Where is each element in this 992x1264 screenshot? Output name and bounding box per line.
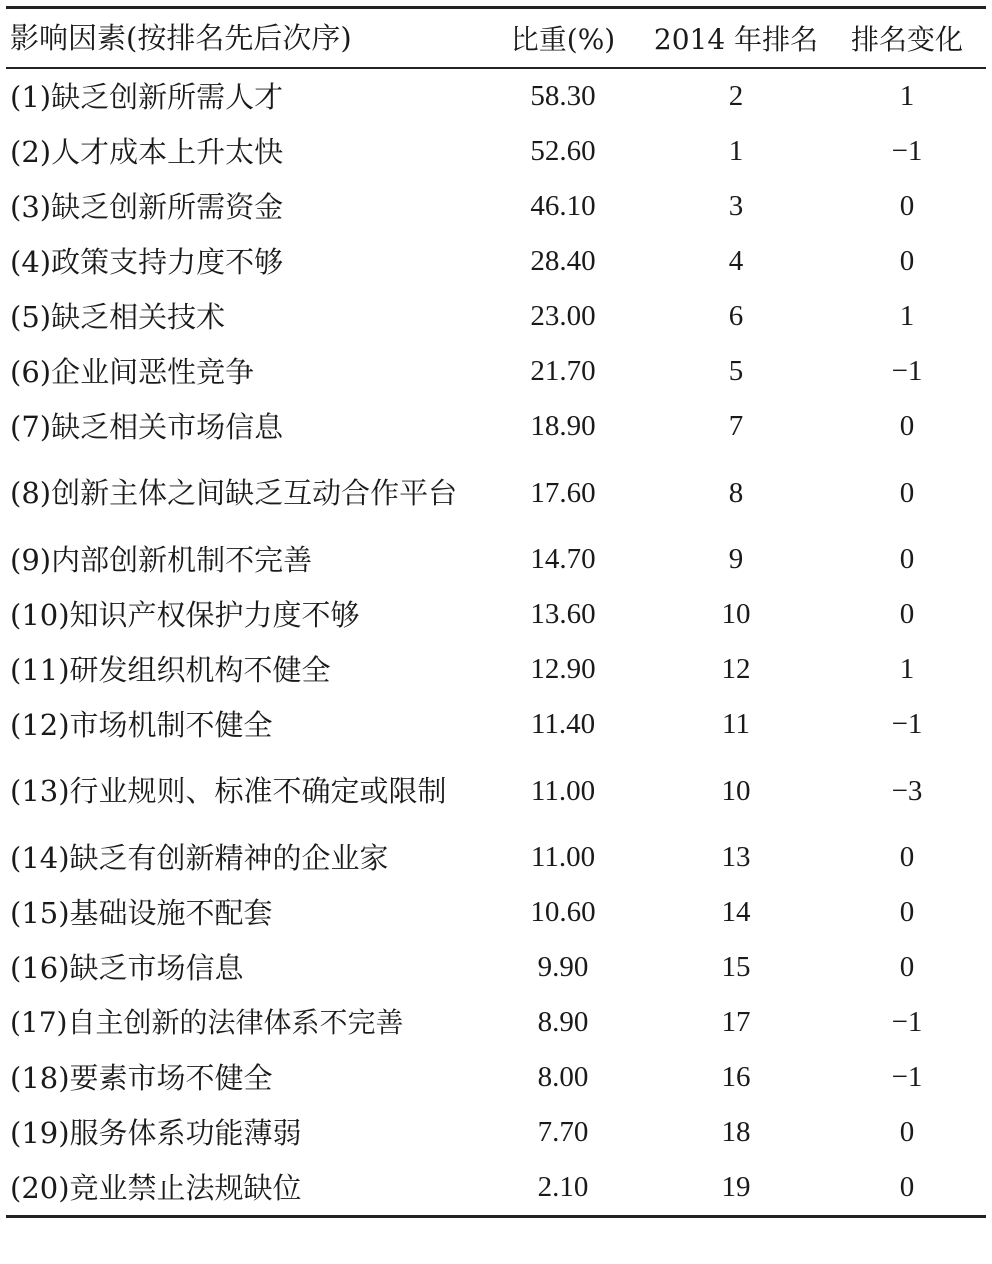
row-rank-2014: 14 xyxy=(721,896,751,928)
row-rank-2014: 5 xyxy=(728,355,744,387)
row-weight: 8.90 xyxy=(537,1006,589,1038)
row-rank-change: 0 xyxy=(899,598,915,630)
table-row xyxy=(6,234,986,289)
row-weight: 23.00 xyxy=(530,300,596,332)
row-factor: (7)缺乏相关市场信息 xyxy=(10,409,284,444)
bottom-rule xyxy=(6,1215,986,1218)
row-factor: (5)缺乏相关技术 xyxy=(10,299,226,334)
row-rank-change: 0 xyxy=(899,1171,915,1203)
row-factor: (4)政策支持力度不够 xyxy=(10,244,284,279)
table-row xyxy=(6,752,986,830)
row-rank-change: 0 xyxy=(899,245,915,277)
row-weight: 12.90 xyxy=(530,653,596,685)
row-rank-2014: 19 xyxy=(721,1171,751,1203)
row-factor: (8)创新主体之间缺乏互动合作平台 xyxy=(10,476,458,510)
row-rank-change: 0 xyxy=(899,190,915,222)
row-weight: 11.00 xyxy=(530,841,596,873)
header-weight: 比重(%) xyxy=(510,23,616,56)
row-rank-2014: 16 xyxy=(721,1061,751,1093)
row-weight: 18.90 xyxy=(530,410,596,442)
row-factor: (18)要素市场不健全 xyxy=(10,1060,273,1095)
row-weight: 28.40 xyxy=(530,245,596,277)
header-factor: 影响因素(按排名先后次序) xyxy=(10,21,352,55)
table-row xyxy=(6,940,986,995)
row-rank-change: 1 xyxy=(899,653,915,685)
row-rank-change: −1 xyxy=(891,1061,923,1093)
table-row xyxy=(6,454,986,532)
table-row xyxy=(6,1105,986,1160)
row-weight: 9.90 xyxy=(537,951,589,983)
row-rank-change: 1 xyxy=(899,80,915,112)
row-rank-change: 0 xyxy=(899,543,915,575)
row-weight: 52.60 xyxy=(530,135,596,167)
row-rank-change: 0 xyxy=(899,896,915,928)
row-rank-change: 0 xyxy=(899,841,915,873)
row-factor: (1)缺乏创新所需人才 xyxy=(10,79,284,114)
table-row xyxy=(6,995,986,1050)
table-row xyxy=(6,885,986,940)
row-rank-change: −1 xyxy=(891,1006,923,1038)
table-row xyxy=(6,69,986,124)
row-rank-2014: 18 xyxy=(721,1116,751,1148)
header-rank-change: 排名变化 xyxy=(850,23,963,56)
table-row xyxy=(6,830,986,885)
table-body xyxy=(6,69,986,1215)
row-rank-change: 0 xyxy=(899,951,915,983)
row-rank-2014: 2 xyxy=(728,80,744,112)
row-factor: (13)行业规则、标准不确定或限制 xyxy=(10,774,447,808)
row-factor: (17)自主创新的法律体系不完善 xyxy=(10,1006,404,1039)
row-factor: (6)企业间恶性竞争 xyxy=(10,354,255,389)
row-weight: 7.70 xyxy=(537,1116,589,1148)
table-row xyxy=(6,124,986,179)
table-row xyxy=(6,399,986,454)
row-factor: (9)内部创新机制不完善 xyxy=(10,542,313,577)
table-header-row xyxy=(6,9,986,67)
row-rank-change: −1 xyxy=(891,355,923,387)
row-rank-2014: 13 xyxy=(721,841,751,873)
row-factor: (10)知识产权保护力度不够 xyxy=(10,597,360,632)
row-rank-2014: 9 xyxy=(728,543,744,575)
table-row xyxy=(6,587,986,642)
table-row xyxy=(6,179,986,234)
table-row xyxy=(6,697,986,752)
header-rank-2014: 2014 年排名 xyxy=(653,23,819,56)
row-rank-2014: 11 xyxy=(722,708,750,740)
row-factor: (11)研发组织机构不健全 xyxy=(10,652,331,687)
table-row xyxy=(6,1050,986,1105)
row-rank-change: 0 xyxy=(899,410,915,442)
row-weight: 8.00 xyxy=(537,1061,589,1093)
row-rank-2014: 12 xyxy=(721,653,751,685)
row-rank-2014: 10 xyxy=(721,774,751,807)
row-rank-2014: 15 xyxy=(721,951,751,983)
row-rank-change: 0 xyxy=(899,476,915,509)
row-weight: 11.00 xyxy=(530,774,596,807)
row-weight: 58.30 xyxy=(530,80,596,112)
row-weight: 14.70 xyxy=(530,543,596,575)
row-rank-2014: 10 xyxy=(721,598,751,630)
row-rank-change: 0 xyxy=(899,1116,915,1148)
row-rank-change: −1 xyxy=(891,708,923,740)
table-row xyxy=(6,532,986,587)
table-row xyxy=(6,1160,986,1215)
row-rank-2014: 6 xyxy=(728,300,744,332)
ranking-table xyxy=(6,6,986,1218)
table-row xyxy=(6,642,986,697)
row-rank-2014: 1 xyxy=(728,135,744,167)
row-weight: 13.60 xyxy=(530,598,596,630)
row-weight: 10.60 xyxy=(530,896,596,928)
row-rank-2014: 3 xyxy=(728,190,744,222)
row-rank-2014: 4 xyxy=(728,245,744,277)
row-weight: 46.10 xyxy=(530,190,596,222)
row-factor: (15)基础设施不配套 xyxy=(10,895,273,930)
row-weight: 11.40 xyxy=(530,708,596,740)
row-factor: (3)缺乏创新所需资金 xyxy=(10,189,284,224)
row-factor: (20)竞业禁止法规缺位 xyxy=(10,1170,302,1205)
row-weight: 21.70 xyxy=(530,355,596,387)
row-weight: 2.10 xyxy=(537,1171,589,1203)
row-factor: (2)人才成本上升太快 xyxy=(10,134,284,169)
row-factor: (12)市场机制不健全 xyxy=(10,707,273,742)
row-rank-change: −1 xyxy=(891,135,923,167)
row-factor: (14)缺乏有创新精神的企业家 xyxy=(10,840,389,875)
row-rank-change: 1 xyxy=(899,300,915,332)
row-rank-2014: 17 xyxy=(721,1006,751,1038)
row-weight: 17.60 xyxy=(530,476,596,509)
row-rank-2014: 7 xyxy=(728,410,744,442)
table-row xyxy=(6,344,986,399)
row-factor: (16)缺乏市场信息 xyxy=(10,950,244,985)
row-rank-change: −3 xyxy=(891,774,923,807)
row-factor: (19)服务体系功能薄弱 xyxy=(10,1115,302,1150)
table-row xyxy=(6,289,986,344)
row-rank-2014: 8 xyxy=(728,476,744,509)
